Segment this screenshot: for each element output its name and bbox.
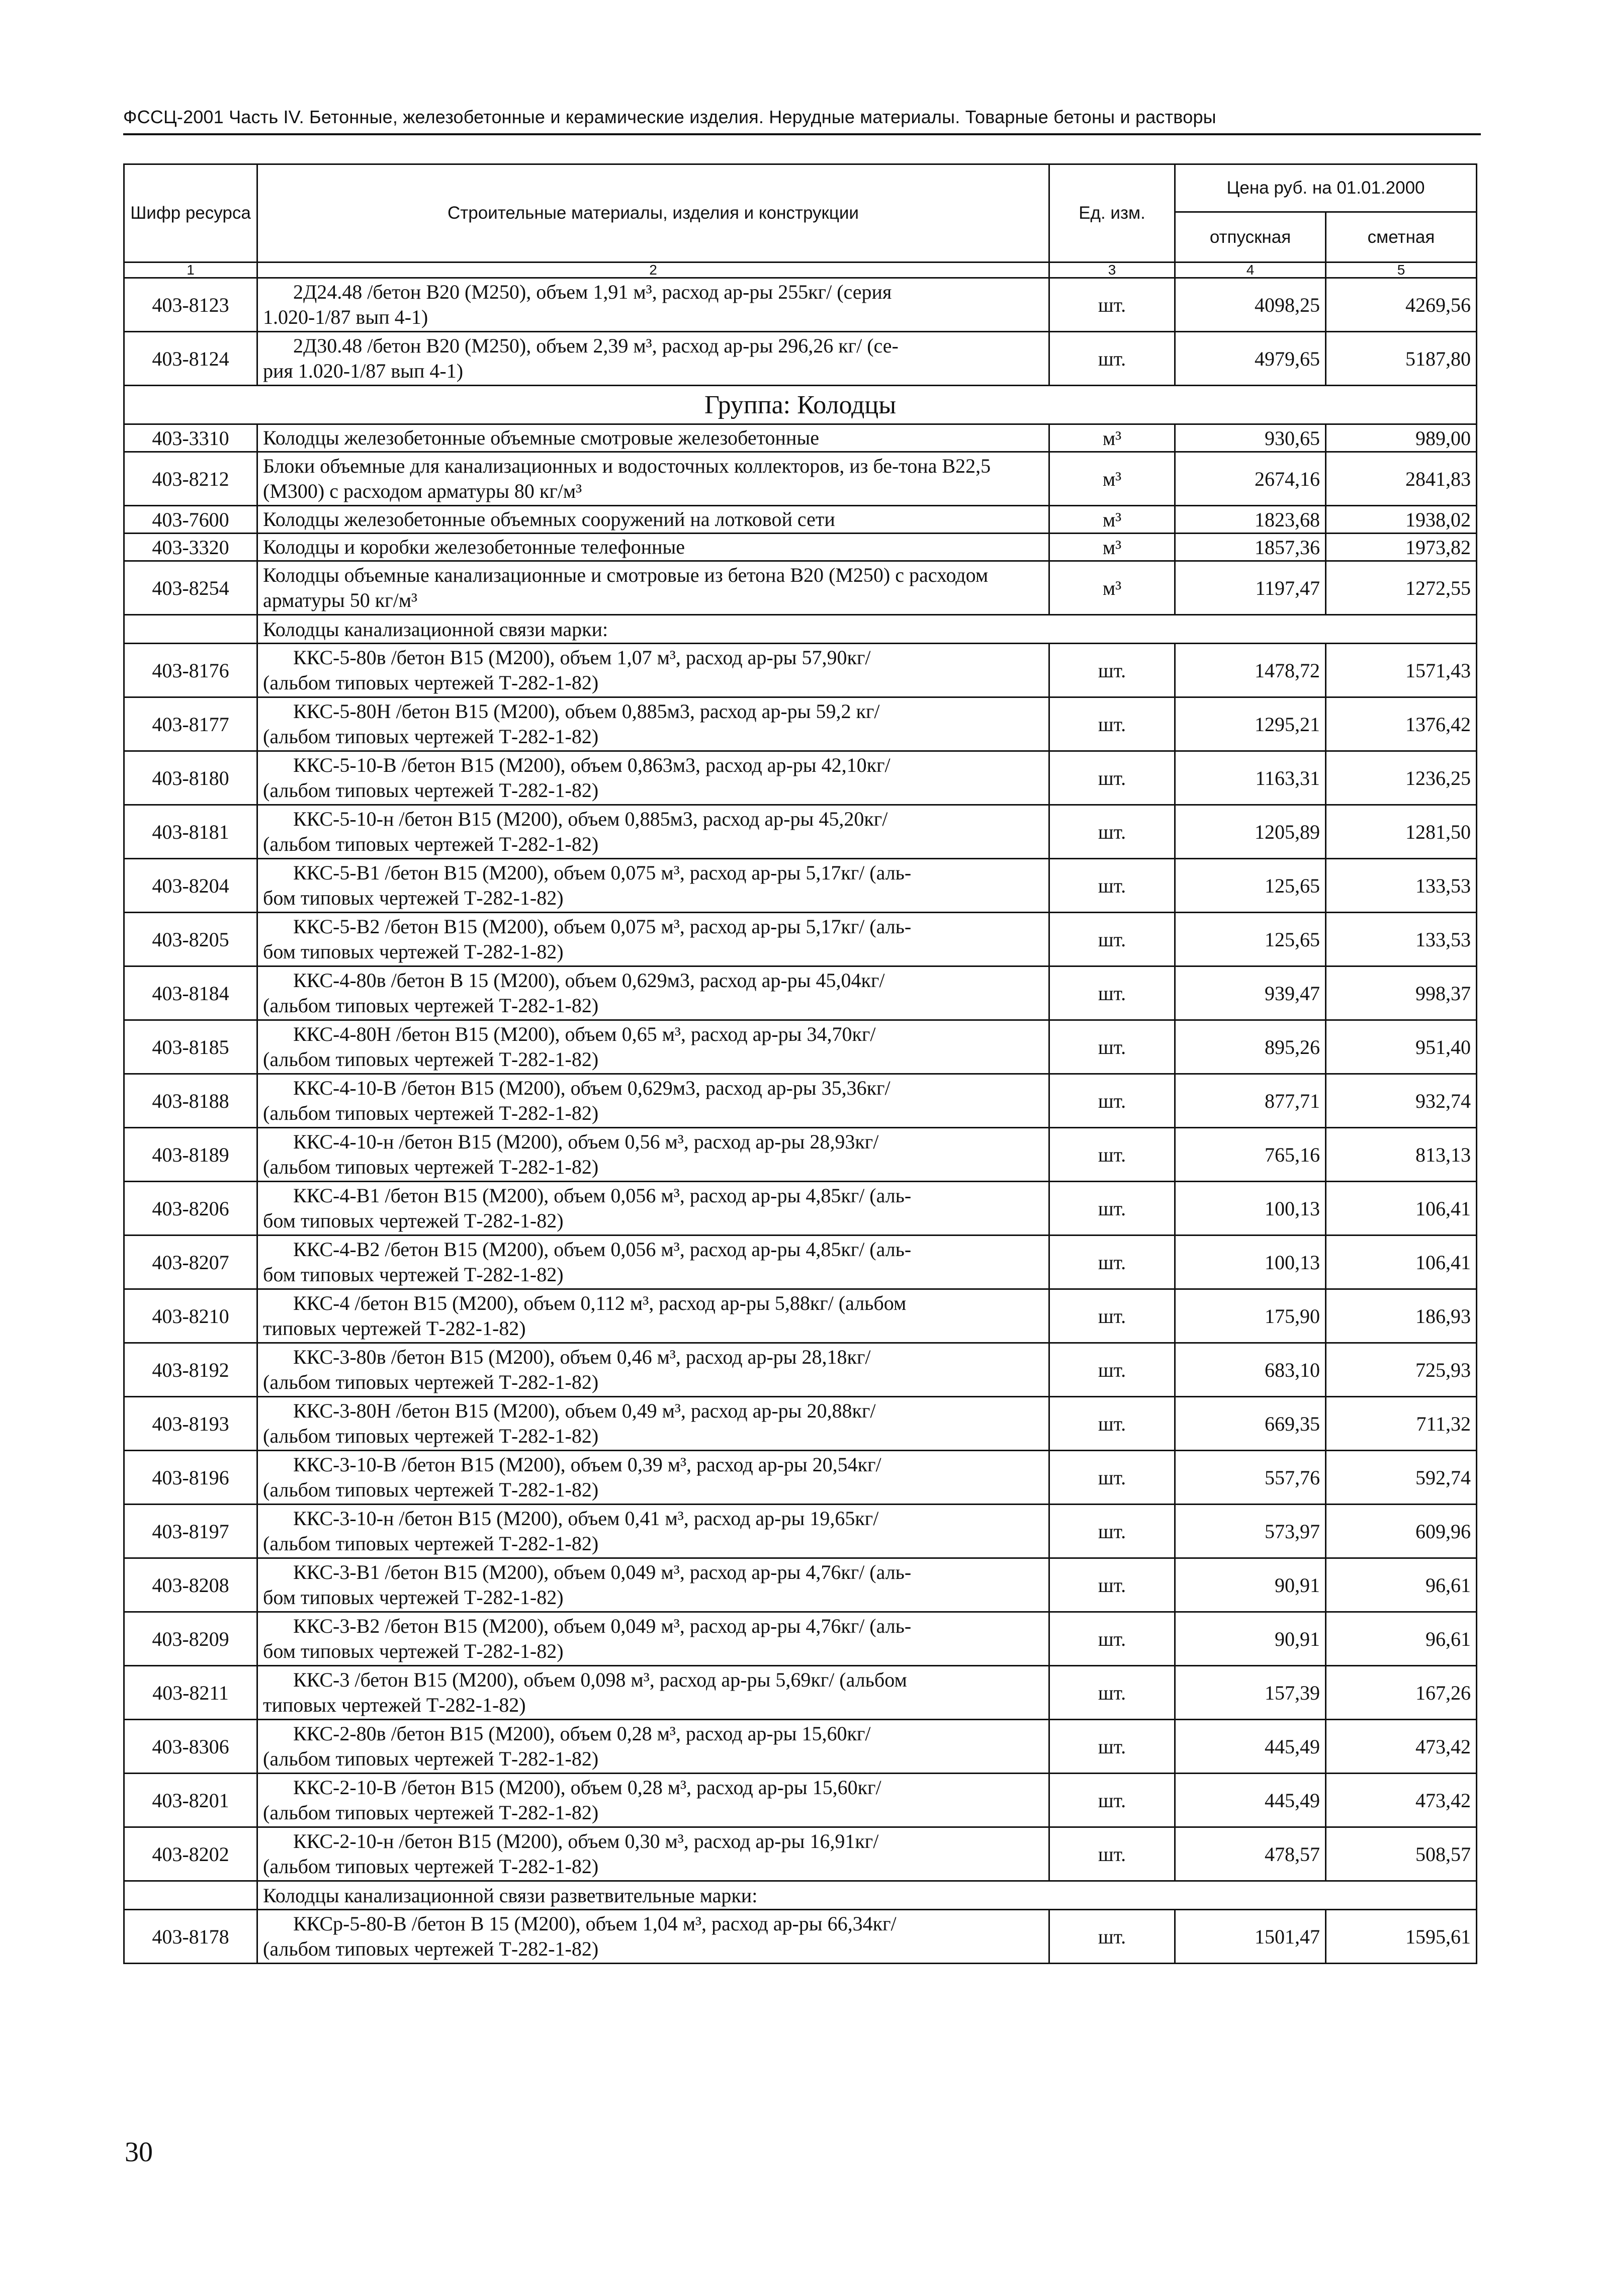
material-name-line2: (альбом типовых чертежей Т-282-1-82) (263, 1937, 599, 1960)
estimate-price: 1595,61 (1326, 1910, 1477, 1964)
table-row (124, 561, 1477, 615)
unit-of-measure: м³ (1049, 452, 1175, 506)
material-name-line2: (альбом типовых чертежей Т-282-1-82) (263, 1102, 599, 1124)
release-price: 877,71 (1175, 1074, 1326, 1128)
estimate-price: 989,00 (1326, 424, 1477, 452)
kks-rows (124, 644, 1477, 1881)
material-name-line2: типовых чертежей Т-282-1-82) (263, 1317, 526, 1340)
material-name-line1: 2Д30.48 /бетон В20 (М250), объем 2,39 м³, расход ар-ры 296,26 кг/ (се- (293, 334, 899, 357)
release-price: 939,47 (1175, 966, 1326, 1020)
material-name-line1: ККС-3-В2 /бетон В15 (М200), объем 0,049 м³, расход ар-ры 4,76кг/ (аль- (293, 1615, 912, 1637)
resource-code: 403-8189 (124, 1128, 257, 1182)
estimate-price: 473,42 (1326, 1774, 1477, 1827)
material-name-line1: ККС-4-В1 /бетон В15 (М200), объем 0,056 м³, расход ар-ры 4,85кг/ (аль- (293, 1184, 912, 1207)
release-price: 1163,31 (1175, 751, 1326, 805)
resource-code: 403-8196 (124, 1451, 257, 1505)
material-name (257, 1720, 1049, 1774)
material-name-line1: ККС-2-80в /бетон В15 (М200), объем 0,28 м³, расход ар-ры 15,60кг/ (293, 1722, 871, 1745)
material-name-line2: (альбом типовых чертежей Т-282-1-82) (263, 1532, 599, 1555)
material-name-line1: ККС-2-10-В /бетон В15 (М200), объем 0,28 м³, расход ар-ры 15,60кг/ (293, 1776, 881, 1799)
unit-of-measure: шт. (1049, 1128, 1175, 1182)
material-name (257, 332, 1049, 386)
estimate-price: 1973,82 (1326, 534, 1477, 561)
material-name-line1: ККС-3-80Н /бетон В15 (М200), объем 0,49 м³, расход ар-ры 20,88кг/ (293, 1399, 876, 1422)
unit-of-measure: шт. (1049, 278, 1175, 332)
release-price: 1295,21 (1175, 697, 1326, 751)
material-name-line2: (альбом типовых чертежей Т-282-1-82) (263, 779, 599, 802)
unit-of-measure: шт. (1049, 1397, 1175, 1451)
estimate-price: 1376,42 (1326, 697, 1477, 751)
col-header-release: отпускная (1175, 212, 1326, 262)
material-name-line1: ККС-4-10-В /бетон В15 (М200), объем 0,629м3, расход ар-ры 35,36кг/ (293, 1077, 891, 1099)
material-name: Колодцы железобетонные объемных сооружений на лотковой сети (257, 506, 1049, 534)
material-name-line2: (альбом типовых чертежей Т-282-1-82) (263, 725, 599, 748)
subhead-row (124, 1881, 1477, 1910)
resource-code: 403-8193 (124, 1397, 257, 1451)
unit-of-measure: шт. (1049, 644, 1175, 697)
estimate-price: 813,13 (1326, 1128, 1477, 1182)
resource-code: 403-8176 (124, 644, 257, 697)
resource-code: 403-8180 (124, 751, 257, 805)
running-header: ФССЦ-2001 Часть IV. Бетонные, железобетонные и керамические изделия. Нерудные материалы. Товарные бетоны и растворы (123, 107, 1216, 127)
release-price: 478,57 (1175, 1827, 1326, 1881)
estimate-price: 998,37 (1326, 966, 1477, 1020)
material-name (257, 859, 1049, 913)
table-row (124, 1235, 1477, 1289)
material-name (257, 1128, 1049, 1182)
material-name-line2: бом типовых чертежей Т-282-1-82) (263, 1209, 564, 1232)
resource-code: 403-8210 (124, 1289, 257, 1343)
subhead-kks: Колодцы канализационной связи марки: (257, 615, 1477, 644)
unit-of-measure: м³ (1049, 424, 1175, 452)
material-name-line1: 2Д24.48 /бетон В20 (М250), объем 1,91 м³, расход ар-ры 255кг/ (серия (293, 281, 892, 303)
resource-code: 403-8207 (124, 1235, 257, 1289)
material-name (257, 1827, 1049, 1881)
estimate-price: 133,53 (1326, 913, 1477, 966)
material-name-line2: бом типовых чертежей Т-282-1-82) (263, 1263, 564, 1286)
material-name-line2: рия 1.020-1/87 вып 4-1) (263, 360, 464, 382)
material-name (257, 1182, 1049, 1235)
page-number: 30 (125, 2137, 153, 2168)
resource-code: 403-8212 (124, 452, 257, 506)
unit-of-measure: шт. (1049, 1666, 1175, 1720)
unit-of-measure: шт. (1049, 697, 1175, 751)
release-price: 4979,65 (1175, 332, 1326, 386)
table-row (124, 913, 1477, 966)
material-name-line1: ККС-4-10-н /бетон В15 (М200), объем 0,56 м³, расход ар-ры 28,93кг/ (293, 1130, 879, 1153)
material-name-line1: ККС-5-80в /бетон В15 (М200), объем 1,07 м³, расход ар-ры 57,90кг/ (293, 646, 871, 669)
group-title: Группа: Колодцы (124, 386, 1477, 424)
material-name (257, 751, 1049, 805)
estimate-price: 725,93 (1326, 1343, 1477, 1397)
resource-code: 403-3320 (124, 534, 257, 561)
table-row (124, 1827, 1477, 1881)
branch-rows (124, 1910, 1477, 1964)
resource-code: 403-8254 (124, 561, 257, 615)
estimate-price: 5187,80 (1326, 332, 1477, 386)
resource-code: 403-8205 (124, 913, 257, 966)
resource-code: 403-8181 (124, 805, 257, 859)
material-name: Колодцы объемные канализационные и смотровые из бетона В20 (М250) с расходом арматуры 50 кг/м³ (257, 561, 1049, 615)
material-name: Колодцы и коробки железобетонные телефонные (257, 534, 1049, 561)
resource-code: 403-8178 (124, 1910, 257, 1964)
material-name-line1: ККС-4-80в /бетон В 15 (М200), объем 0,629м3, расход ар-ры 45,04кг/ (293, 969, 885, 992)
group-rows (124, 424, 1477, 615)
table-row (124, 1074, 1477, 1128)
estimate-price: 106,41 (1326, 1235, 1477, 1289)
resource-code: 403-8204 (124, 859, 257, 913)
release-price: 1823,68 (1175, 506, 1326, 534)
release-price: 1205,89 (1175, 805, 1326, 859)
table-row (124, 751, 1477, 805)
unit-of-measure: шт. (1049, 1343, 1175, 1397)
material-name (257, 1074, 1049, 1128)
unit-of-measure: шт. (1049, 1558, 1175, 1612)
unit-of-measure: шт. (1049, 1182, 1175, 1235)
estimate-price: 1281,50 (1326, 805, 1477, 859)
material-name-line2: (альбом типовых чертежей Т-282-1-82) (263, 1048, 599, 1071)
release-price: 2674,16 (1175, 452, 1326, 506)
col-header-code: Шифр ресурса (124, 164, 257, 262)
release-price: 445,49 (1175, 1720, 1326, 1774)
material-name-line2: (альбом типовых чертежей Т-282-1-82) (263, 1425, 599, 1447)
table-row (124, 859, 1477, 913)
material-name (257, 278, 1049, 332)
material-name-line2: бом типовых чертежей Т-282-1-82) (263, 1586, 564, 1609)
estimate-price: 133,53 (1326, 859, 1477, 913)
resource-code: 403-8192 (124, 1343, 257, 1397)
release-price: 1197,47 (1175, 561, 1326, 615)
table-row (124, 1343, 1477, 1397)
material-name-line2: бом типовых чертежей Т-282-1-82) (263, 887, 564, 909)
material-name (257, 1397, 1049, 1451)
release-price: 100,13 (1175, 1182, 1326, 1235)
material-name (257, 966, 1049, 1020)
unit-of-measure: шт. (1049, 1235, 1175, 1289)
column-number-row (124, 262, 1477, 278)
table-row (124, 1020, 1477, 1074)
price-table (123, 163, 1477, 1964)
material-name-line2: (альбом типовых чертежей Т-282-1-82) (263, 671, 599, 694)
estimate-price: 473,42 (1326, 1720, 1477, 1774)
resource-code: 403-8184 (124, 966, 257, 1020)
resource-code: 403-3310 (124, 424, 257, 452)
material-name (257, 644, 1049, 697)
material-name-line2: (альбом типовых чертежей Т-282-1-82) (263, 833, 599, 855)
material-name-line1: ККС-3-В1 /бетон В15 (М200), объем 0,049 м³, расход ар-ры 4,76кг/ (аль- (293, 1561, 912, 1583)
material-name (257, 697, 1049, 751)
estimate-price: 951,40 (1326, 1020, 1477, 1074)
unit-of-measure: шт. (1049, 332, 1175, 386)
resource-code: 403-8123 (124, 278, 257, 332)
table-row (124, 1558, 1477, 1612)
material-name (257, 1343, 1049, 1397)
material-name (257, 1505, 1049, 1558)
resource-code: 403-8124 (124, 332, 257, 386)
material-name: Колодцы железобетонные объемные смотровые железобетонные (257, 424, 1049, 452)
release-price: 4098,25 (1175, 278, 1326, 332)
material-name-line1: ККСр-5-80-В /бетон В 15 (М200), объем 1,04 м³, расход ар-ры 66,34кг/ (293, 1912, 897, 1935)
table-row (124, 1910, 1477, 1964)
material-name: Блоки объемные для канализационных и водосточных коллекторов, из бе-тона В22,5 (М300) с расходом арматуры 80 кг/м³ (257, 452, 1049, 506)
material-name-line1: ККС-3-10-н /бетон В15 (М200), объем 0,41 м³, расход ар-ры 19,65кг/ (293, 1507, 879, 1530)
unit-of-measure: шт. (1049, 1020, 1175, 1074)
column-number: 3 (1049, 262, 1175, 278)
unit-of-measure: м³ (1049, 506, 1175, 534)
release-price: 1501,47 (1175, 1910, 1326, 1964)
table-row (124, 1128, 1477, 1182)
material-name-line2: бом типовых чертежей Т-282-1-82) (263, 940, 564, 963)
table-row (124, 1774, 1477, 1827)
material-name-line1: ККС-5-В1 /бетон В15 (М200), объем 0,075 м³, расход ар-ры 5,17кг/ (аль- (293, 861, 912, 884)
material-name-line2: (альбом типовых чертежей Т-282-1-82) (263, 1371, 599, 1393)
material-name (257, 1289, 1049, 1343)
material-name (257, 1774, 1049, 1827)
unit-of-measure: шт. (1049, 1827, 1175, 1881)
resource-code: 403-8201 (124, 1774, 257, 1827)
release-price: 765,16 (1175, 1128, 1326, 1182)
material-name (257, 1451, 1049, 1505)
material-name (257, 913, 1049, 966)
material-name-line2: (альбом типовых чертежей Т-282-1-82) (263, 994, 599, 1017)
unit-of-measure: шт. (1049, 1612, 1175, 1666)
table-row (124, 966, 1477, 1020)
material-name-line1: ККС-5-10-н /бетон В15 (М200), объем 0,885м3, расход ар-ры 45,20кг/ (293, 808, 888, 830)
material-name (257, 1235, 1049, 1289)
release-price: 895,26 (1175, 1020, 1326, 1074)
column-number: 5 (1326, 262, 1477, 278)
estimate-price: 186,93 (1326, 1289, 1477, 1343)
unit-of-measure: шт. (1049, 859, 1175, 913)
table-row (124, 1182, 1477, 1235)
material-name-line1: ККС-4-В2 /бетон В15 (М200), объем 0,056 м³, расход ар-ры 4,85кг/ (аль- (293, 1238, 912, 1261)
estimate-price: 1938,02 (1326, 506, 1477, 534)
unit-of-measure: шт. (1049, 1505, 1175, 1558)
resource-code: 403-8306 (124, 1720, 257, 1774)
resource-code: 403-8206 (124, 1182, 257, 1235)
column-number: 4 (1175, 262, 1326, 278)
release-price: 930,65 (1175, 424, 1326, 452)
material-name-line2: 1.020-1/87 вып 4-1) (263, 306, 428, 328)
material-name-line1: ККС-3-80в /бетон В15 (М200), объем 0,46 м³, расход ар-ры 28,18кг/ (293, 1346, 871, 1368)
table-row (124, 1666, 1477, 1720)
material-name (257, 1612, 1049, 1666)
material-name (257, 805, 1049, 859)
release-price: 100,13 (1175, 1235, 1326, 1289)
subhead-branch: Колодцы канализационной связи разветвительные марки: (257, 1881, 1477, 1910)
unit-of-measure: шт. (1049, 1289, 1175, 1343)
unit-of-measure: шт. (1049, 1910, 1175, 1964)
release-price: 1857,36 (1175, 534, 1326, 561)
estimate-price: 1571,43 (1326, 644, 1477, 697)
table-row (124, 1451, 1477, 1505)
table-row (124, 424, 1477, 452)
estimate-price: 711,32 (1326, 1397, 1477, 1451)
material-name-line1: ККС-5-80Н /бетон В15 (М200), объем 0,885м3, расход ар-ры 59,2 кг/ (293, 700, 880, 723)
resource-code: 403-8197 (124, 1505, 257, 1558)
release-price: 573,97 (1175, 1505, 1326, 1558)
resource-code: 403-8211 (124, 1666, 257, 1720)
unit-of-measure: шт. (1049, 966, 1175, 1020)
column-number: 2 (257, 262, 1049, 278)
estimate-price: 1236,25 (1326, 751, 1477, 805)
table-row (124, 506, 1477, 534)
material-name (257, 1666, 1049, 1720)
column-number: 1 (124, 262, 257, 278)
table-row (124, 644, 1477, 697)
estimate-price: 508,57 (1326, 1827, 1477, 1881)
unit-of-measure: шт. (1049, 1720, 1175, 1774)
material-name (257, 1558, 1049, 1612)
table-row (124, 534, 1477, 561)
release-price: 90,91 (1175, 1612, 1326, 1666)
material-name-line1: ККС-3-10-В /бетон В15 (М200), объем 0,39 м³, расход ар-ры 20,54кг/ (293, 1453, 881, 1476)
material-name-line2: бом типовых чертежей Т-282-1-82) (263, 1640, 564, 1662)
resource-code: 403-7600 (124, 506, 257, 534)
unit-of-measure: шт. (1049, 1451, 1175, 1505)
resource-code: 403-8177 (124, 697, 257, 751)
release-price: 175,90 (1175, 1289, 1326, 1343)
col-header-unit: Ед. изм. (1049, 164, 1175, 262)
material-name (257, 1020, 1049, 1074)
table-row (124, 1289, 1477, 1343)
material-name-line1: ККС-5-В2 /бетон В15 (М200), объем 0,075 м³, расход ар-ры 5,17кг/ (аль- (293, 915, 912, 938)
top-rows (124, 278, 1477, 386)
table-row (124, 332, 1477, 386)
material-name (257, 1910, 1049, 1964)
material-name-line2: (альбом типовых чертежей Т-282-1-82) (263, 1801, 599, 1824)
table-row (124, 1720, 1477, 1774)
material-name-line1: ККС-4-80Н /бетон В15 (М200), объем 0,65 м³, расход ар-ры 34,70кг/ (293, 1023, 876, 1045)
material-name-line2: (альбом типовых чертежей Т-282-1-82) (263, 1156, 599, 1178)
estimate-price: 592,74 (1326, 1451, 1477, 1505)
estimate-price: 4269,56 (1326, 278, 1477, 332)
unit-of-measure: шт. (1049, 751, 1175, 805)
header-rule (123, 133, 1481, 135)
estimate-price: 96,61 (1326, 1558, 1477, 1612)
table-row (124, 1505, 1477, 1558)
unit-of-measure: шт. (1049, 913, 1175, 966)
unit-of-measure: шт. (1049, 1074, 1175, 1128)
material-name-line1: ККС-5-10-В /бетон В15 (М200), объем 0,863м3, расход ар-ры 42,10кг/ (293, 754, 891, 776)
table-row (124, 1397, 1477, 1451)
resource-code: 403-8188 (124, 1074, 257, 1128)
table-row (124, 452, 1477, 506)
table-row (124, 1612, 1477, 1666)
material-name-line1: ККС-4 /бетон В15 (М200), объем 0,112 м³, расход ар-ры 5,88кг/ (альбом (293, 1292, 907, 1314)
material-name-line2: (альбом типовых чертежей Т-282-1-82) (263, 1747, 599, 1770)
release-price: 157,39 (1175, 1666, 1326, 1720)
subhead-row (124, 615, 1477, 644)
unit-of-measure: шт. (1049, 805, 1175, 859)
estimate-price: 167,26 (1326, 1666, 1477, 1720)
resource-code: 403-8185 (124, 1020, 257, 1074)
col-header-name: Строительные материалы, изделия и конструкции (257, 164, 1049, 262)
table-row (124, 697, 1477, 751)
material-name-line1: ККС-2-10-н /бетон В15 (М200), объем 0,30 м³, расход ар-ры 16,91кг/ (293, 1830, 879, 1852)
table-row (124, 278, 1477, 332)
group-row (124, 386, 1477, 424)
resource-code: 403-8208 (124, 1558, 257, 1612)
release-price: 669,35 (1175, 1397, 1326, 1451)
release-price: 445,49 (1175, 1774, 1326, 1827)
estimate-price: 2841,83 (1326, 452, 1477, 506)
unit-of-measure: м³ (1049, 561, 1175, 615)
material-name-line1: ККС-3 /бетон В15 (М200), объем 0,098 м³, расход ар-ры 5,69кг/ (альбом (293, 1668, 907, 1691)
release-price: 125,65 (1175, 913, 1326, 966)
col-header-price: Цена руб. на 01.01.2000 (1175, 164, 1477, 212)
material-name-line2: (альбом типовых чертежей Т-282-1-82) (263, 1478, 599, 1501)
material-name-line2: (альбом типовых чертежей Т-282-1-82) (263, 1855, 599, 1878)
estimate-price: 106,41 (1326, 1182, 1477, 1235)
release-price: 683,10 (1175, 1343, 1326, 1397)
resource-code: 403-8202 (124, 1827, 257, 1881)
estimate-price: 932,74 (1326, 1074, 1477, 1128)
release-price: 90,91 (1175, 1558, 1326, 1612)
release-price: 1478,72 (1175, 644, 1326, 697)
release-price: 557,76 (1175, 1451, 1326, 1505)
resource-code: 403-8209 (124, 1612, 257, 1666)
col-header-estimate: сметная (1326, 212, 1477, 262)
estimate-price: 96,61 (1326, 1612, 1477, 1666)
release-price: 125,65 (1175, 859, 1326, 913)
unit-of-measure: шт. (1049, 1774, 1175, 1827)
material-name-line2: типовых чертежей Т-282-1-82) (263, 1694, 526, 1716)
table-row (124, 805, 1477, 859)
estimate-price: 609,96 (1326, 1505, 1477, 1558)
estimate-price: 1272,55 (1326, 561, 1477, 615)
unit-of-measure: м³ (1049, 534, 1175, 561)
